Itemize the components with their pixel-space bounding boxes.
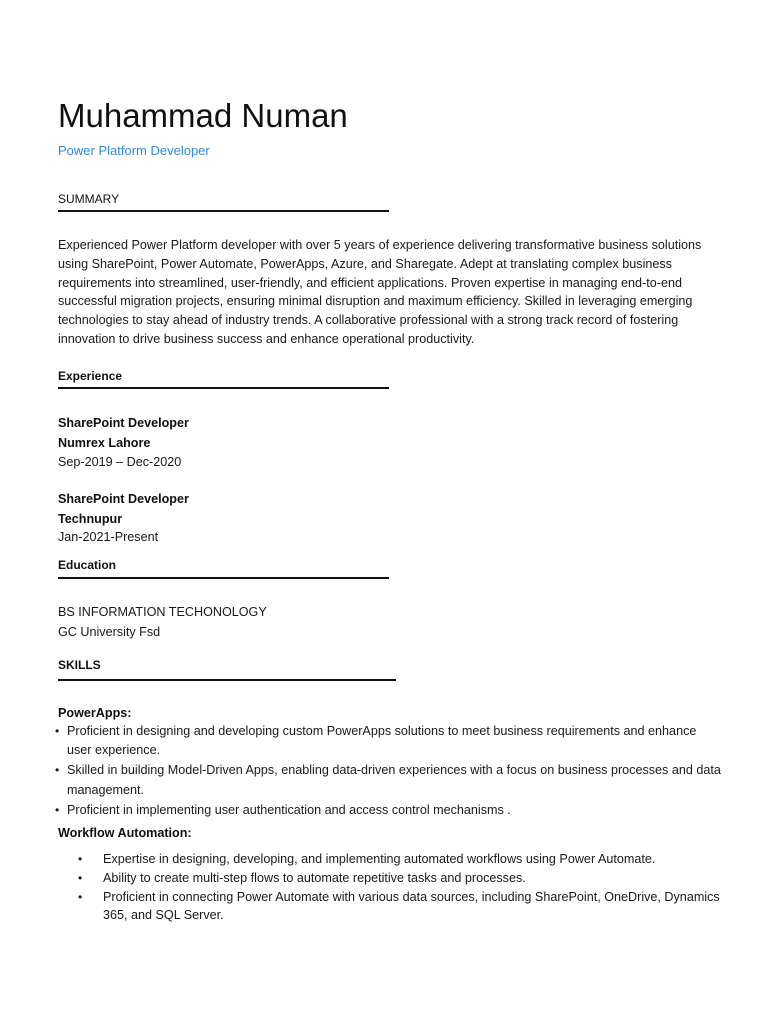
candidate-role: Power Platform Developer bbox=[58, 143, 210, 158]
bullet-icon: • bbox=[55, 724, 60, 738]
job-1-dates: Sep-2019 – Dec-2020 bbox=[58, 455, 182, 469]
workflow-heading: Workflow Automation: bbox=[58, 826, 192, 840]
list-item bbox=[52, 722, 722, 760]
bullet-icon: • bbox=[55, 802, 60, 817]
job-2-role: SharePoint Developer bbox=[58, 492, 189, 506]
summary-divider bbox=[58, 210, 389, 212]
powerapps-skill-list bbox=[52, 722, 722, 821]
bullet-icon: • bbox=[78, 889, 83, 904]
summary-text: Experienced Power Platform developer with over 5 years of experience delivering transformative business solutions using SharePoint, Power Automate, PowerApps, Azure, and Sharegate. Adept at translating complex business requirements into streamlined, user-friendly, and efficient applications. Proven expertise in managing end-to-end successful migration projects, ensuring minimal disruption and maximum efficiency. Skilled in leveraging emerging technologies to stay ahead of industry trends. A collaborative professional with a strong track record of fostering innovation to drive business success and enhance operational productivity. bbox=[58, 238, 702, 346]
workflow-skill-2: Ability to create multi-step flows to automate repetitive tasks and processes. bbox=[103, 870, 526, 885]
list-item bbox=[78, 850, 728, 869]
job-2-company: Technupur bbox=[58, 512, 123, 526]
experience-heading: Experience bbox=[58, 369, 123, 383]
workflow-skill-1: Expertise in designing, developing, and implementing automated workflows using Power Automate. bbox=[103, 852, 656, 866]
experience-divider bbox=[58, 387, 389, 389]
job-1-role: SharePoint Developer bbox=[58, 416, 189, 430]
skills-heading: SKILLS bbox=[58, 658, 101, 672]
education-divider bbox=[58, 577, 389, 579]
powerapps-skill-2: Skilled in building Model-Driven Apps, enabling data-driven experiences with a focus on business processes and data management. bbox=[67, 763, 721, 797]
job-2-dates: Jan-2021-Present bbox=[58, 530, 159, 544]
workflow-skill-list bbox=[78, 850, 728, 925]
job-1-company: Numrex Lahore bbox=[58, 436, 151, 450]
education-school: GC University Fsd bbox=[58, 625, 161, 639]
summary-heading: SUMMARY bbox=[58, 192, 120, 206]
candidate-name: Muhammad Numan bbox=[58, 97, 348, 134]
list-item bbox=[78, 888, 728, 926]
workflow-skill-3: Proficient in connecting Power Automate with various data sources, including SharePoint, OneDrive, Dynamics 365, and SQL Server. bbox=[103, 889, 720, 923]
bullet-icon: • bbox=[55, 763, 60, 778]
powerapps-heading: PowerApps: bbox=[58, 706, 132, 720]
education-heading: Education bbox=[58, 558, 117, 572]
list-item bbox=[78, 869, 728, 888]
list-item bbox=[52, 761, 722, 799]
powerapps-skill-1: Proficient in designing and developing custom PowerApps solutions to meet business requirements and enhance user experience. bbox=[67, 724, 697, 758]
list-item bbox=[52, 801, 722, 820]
bullet-icon: • bbox=[78, 870, 83, 885]
skills-divider bbox=[58, 679, 396, 681]
education-degree: BS INFORMATION TECHONOLOGY bbox=[58, 605, 267, 619]
powerapps-skill-3: Proficient in implementing user authentication and access control mechanisms . bbox=[67, 802, 511, 817]
bullet-icon: • bbox=[78, 852, 83, 866]
